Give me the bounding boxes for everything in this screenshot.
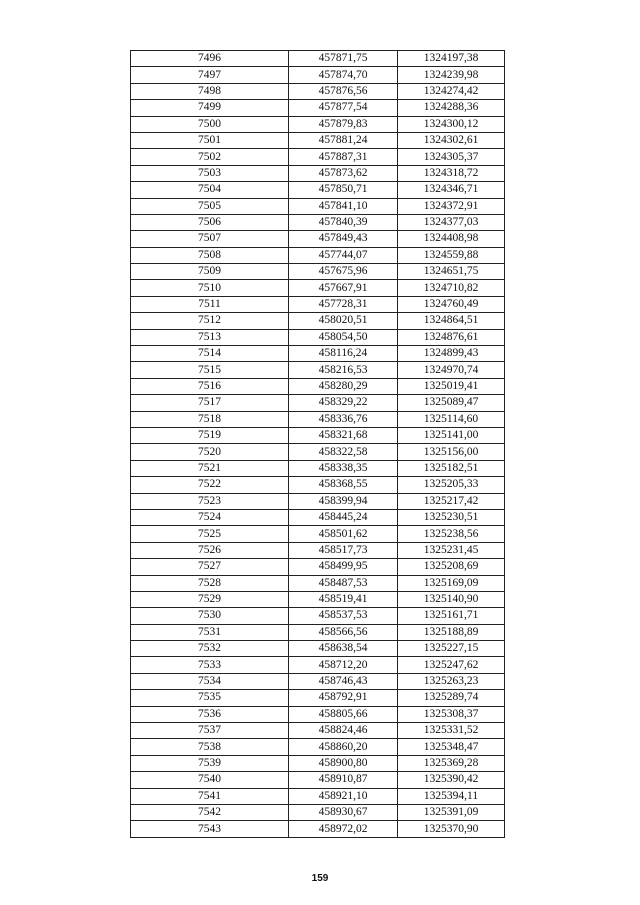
x-coordinate-cell: 457840,39	[289, 214, 398, 230]
x-coordinate-cell: 458519,41	[289, 591, 398, 607]
coordinates-table	[130, 50, 505, 838]
x-coordinate-cell: 457881,24	[289, 132, 398, 148]
point-number-cell: 7514	[131, 346, 289, 362]
x-coordinate-cell: 458487,53	[289, 575, 398, 591]
x-coordinate-cell: 458322,58	[289, 444, 398, 460]
y-coordinate-cell: 1325114,60	[398, 411, 505, 427]
y-coordinate-cell: 1325188,89	[398, 624, 505, 640]
x-coordinate-cell: 458972,02	[289, 821, 398, 837]
point-number-cell: 7542	[131, 804, 289, 820]
point-number-cell: 7509	[131, 264, 289, 280]
x-coordinate-cell: 458824,46	[289, 723, 398, 739]
table-row	[131, 772, 505, 788]
y-coordinate-cell: 1324760,49	[398, 296, 505, 312]
point-number-cell: 7522	[131, 477, 289, 493]
y-coordinate-cell: 1325230,51	[398, 509, 505, 525]
x-coordinate-cell: 458517,73	[289, 542, 398, 558]
table-row	[131, 395, 505, 411]
table-row	[131, 116, 505, 132]
point-number-cell: 7539	[131, 755, 289, 771]
point-number-cell: 7506	[131, 214, 289, 230]
x-coordinate-cell: 458860,20	[289, 739, 398, 755]
x-coordinate-cell: 458900,80	[289, 755, 398, 771]
point-number-cell: 7515	[131, 362, 289, 378]
x-coordinate-cell: 457675,96	[289, 264, 398, 280]
y-coordinate-cell: 1325141,00	[398, 427, 505, 443]
x-coordinate-cell: 457876,56	[289, 83, 398, 99]
point-number-cell: 7543	[131, 821, 289, 837]
y-coordinate-cell: 1324197,38	[398, 51, 505, 67]
point-number-cell: 7527	[131, 559, 289, 575]
point-number-cell: 7508	[131, 247, 289, 263]
table-row	[131, 149, 505, 165]
y-coordinate-cell: 1324970,74	[398, 362, 505, 378]
point-number-cell: 7513	[131, 329, 289, 345]
point-number-cell: 7538	[131, 739, 289, 755]
point-number-cell: 7536	[131, 706, 289, 722]
y-coordinate-cell: 1325205,33	[398, 477, 505, 493]
table-row	[131, 67, 505, 83]
y-coordinate-cell: 1325331,52	[398, 723, 505, 739]
table-row	[131, 804, 505, 820]
point-number-cell: 7517	[131, 395, 289, 411]
x-coordinate-cell: 457871,75	[289, 51, 398, 67]
x-coordinate-cell: 458805,66	[289, 706, 398, 722]
table-row	[131, 280, 505, 296]
y-coordinate-cell: 1324408,98	[398, 231, 505, 247]
table-row	[131, 755, 505, 771]
y-coordinate-cell: 1324305,37	[398, 149, 505, 165]
table-row	[131, 673, 505, 689]
x-coordinate-cell: 457849,43	[289, 231, 398, 247]
y-coordinate-cell: 1324372,91	[398, 198, 505, 214]
x-coordinate-cell: 457728,31	[289, 296, 398, 312]
x-coordinate-cell: 458338,35	[289, 460, 398, 476]
y-coordinate-cell: 1324377,03	[398, 214, 505, 230]
table-row	[131, 182, 505, 198]
table-row	[131, 378, 505, 394]
y-coordinate-cell: 1325370,90	[398, 821, 505, 837]
point-number-cell: 7524	[131, 509, 289, 525]
y-coordinate-cell: 1324559,88	[398, 247, 505, 263]
point-number-cell: 7528	[131, 575, 289, 591]
point-number-cell: 7502	[131, 149, 289, 165]
y-coordinate-cell: 1324288,36	[398, 100, 505, 116]
point-number-cell: 7526	[131, 542, 289, 558]
table-row	[131, 444, 505, 460]
y-coordinate-cell: 1324274,42	[398, 83, 505, 99]
table-row	[131, 362, 505, 378]
table-row	[131, 575, 505, 591]
point-number-cell: 7519	[131, 427, 289, 443]
point-number-cell: 7505	[131, 198, 289, 214]
point-number-cell: 7518	[131, 411, 289, 427]
y-coordinate-cell: 1325247,62	[398, 657, 505, 673]
table-row	[131, 509, 505, 525]
point-number-cell: 7533	[131, 657, 289, 673]
point-number-cell: 7503	[131, 165, 289, 181]
y-coordinate-cell: 1325390,42	[398, 772, 505, 788]
x-coordinate-cell: 457874,70	[289, 67, 398, 83]
point-number-cell: 7531	[131, 624, 289, 640]
table-row	[131, 132, 505, 148]
y-coordinate-cell: 1324864,51	[398, 313, 505, 329]
x-coordinate-cell: 458020,51	[289, 313, 398, 329]
x-coordinate-cell: 458116,24	[289, 346, 398, 362]
y-coordinate-cell: 1324300,12	[398, 116, 505, 132]
table-row	[131, 296, 505, 312]
table-row	[131, 313, 505, 329]
y-coordinate-cell: 1325140,90	[398, 591, 505, 607]
point-number-cell: 7530	[131, 608, 289, 624]
x-coordinate-cell: 458368,55	[289, 477, 398, 493]
table-row	[131, 411, 505, 427]
x-coordinate-cell: 458930,67	[289, 804, 398, 820]
x-coordinate-cell: 457879,83	[289, 116, 398, 132]
x-coordinate-cell: 458445,24	[289, 509, 398, 525]
point-number-cell: 7504	[131, 182, 289, 198]
table-row	[131, 247, 505, 263]
point-number-cell: 7534	[131, 673, 289, 689]
x-coordinate-cell: 457850,71	[289, 182, 398, 198]
x-coordinate-cell: 458910,87	[289, 772, 398, 788]
x-coordinate-cell: 458054,50	[289, 329, 398, 345]
x-coordinate-cell: 458329,22	[289, 395, 398, 411]
table-row	[131, 264, 505, 280]
table-row	[131, 657, 505, 673]
y-coordinate-cell: 1325019,41	[398, 378, 505, 394]
x-coordinate-cell: 458537,53	[289, 608, 398, 624]
table-row	[131, 542, 505, 558]
x-coordinate-cell: 458712,20	[289, 657, 398, 673]
table-row	[131, 706, 505, 722]
table-row	[131, 788, 505, 804]
y-coordinate-cell: 1325156,00	[398, 444, 505, 460]
x-coordinate-cell: 458321,68	[289, 427, 398, 443]
y-coordinate-cell: 1325394,11	[398, 788, 505, 804]
table-row	[131, 624, 505, 640]
y-coordinate-cell: 1324239,98	[398, 67, 505, 83]
point-number-cell: 7512	[131, 313, 289, 329]
x-coordinate-cell: 457667,91	[289, 280, 398, 296]
point-number-cell: 7511	[131, 296, 289, 312]
x-coordinate-cell: 458280,29	[289, 378, 398, 394]
point-number-cell: 7500	[131, 116, 289, 132]
x-coordinate-cell: 458921,10	[289, 788, 398, 804]
x-coordinate-cell: 458638,54	[289, 641, 398, 657]
x-coordinate-cell: 458566,56	[289, 624, 398, 640]
point-number-cell: 7501	[131, 132, 289, 148]
table-row	[131, 477, 505, 493]
x-coordinate-cell: 457744,07	[289, 247, 398, 263]
y-coordinate-cell: 1324710,82	[398, 280, 505, 296]
x-coordinate-cell: 457841,10	[289, 198, 398, 214]
point-number-cell: 7521	[131, 460, 289, 476]
table-row	[131, 51, 505, 67]
table-row	[131, 723, 505, 739]
table-row	[131, 83, 505, 99]
x-coordinate-cell: 457877,54	[289, 100, 398, 116]
x-coordinate-cell: 458499,95	[289, 559, 398, 575]
table-row	[131, 460, 505, 476]
x-coordinate-cell: 458792,91	[289, 690, 398, 706]
y-coordinate-cell: 1325208,69	[398, 559, 505, 575]
table-row	[131, 493, 505, 509]
y-coordinate-cell: 1325369,28	[398, 755, 505, 771]
table-row	[131, 231, 505, 247]
table-row	[131, 214, 505, 230]
table-row	[131, 526, 505, 542]
y-coordinate-cell: 1325227,15	[398, 641, 505, 657]
point-number-cell: 7525	[131, 526, 289, 542]
point-number-cell: 7541	[131, 788, 289, 804]
table-row	[131, 591, 505, 607]
point-number-cell: 7535	[131, 690, 289, 706]
y-coordinate-cell: 1325263,23	[398, 673, 505, 689]
x-coordinate-cell: 458501,62	[289, 526, 398, 542]
table-row	[131, 641, 505, 657]
x-coordinate-cell: 457887,31	[289, 149, 398, 165]
y-coordinate-cell: 1324651,75	[398, 264, 505, 280]
table-row	[131, 821, 505, 837]
y-coordinate-cell: 1325289,74	[398, 690, 505, 706]
table-row	[131, 198, 505, 214]
table-row	[131, 165, 505, 181]
y-coordinate-cell: 1325217,42	[398, 493, 505, 509]
table-row	[131, 329, 505, 345]
page-number: 159	[311, 873, 329, 884]
table-row	[131, 739, 505, 755]
table-row	[131, 690, 505, 706]
y-coordinate-cell: 1324318,72	[398, 165, 505, 181]
y-coordinate-cell: 1325182,51	[398, 460, 505, 476]
y-coordinate-cell: 1325161,71	[398, 608, 505, 624]
y-coordinate-cell: 1325348,47	[398, 739, 505, 755]
point-number-cell: 7499	[131, 100, 289, 116]
point-number-cell: 7520	[131, 444, 289, 460]
point-number-cell: 7510	[131, 280, 289, 296]
point-number-cell: 7529	[131, 591, 289, 607]
point-number-cell: 7540	[131, 772, 289, 788]
table-row	[131, 559, 505, 575]
point-number-cell: 7497	[131, 67, 289, 83]
x-coordinate-cell: 458216,53	[289, 362, 398, 378]
x-coordinate-cell: 458746,43	[289, 673, 398, 689]
y-coordinate-cell: 1325391,09	[398, 804, 505, 820]
x-coordinate-cell: 458336,76	[289, 411, 398, 427]
y-coordinate-cell: 1324302,61	[398, 132, 505, 148]
point-number-cell: 7498	[131, 83, 289, 99]
point-number-cell: 7507	[131, 231, 289, 247]
y-coordinate-cell: 1324346,71	[398, 182, 505, 198]
y-coordinate-cell: 1325089,47	[398, 395, 505, 411]
y-coordinate-cell: 1325231,45	[398, 542, 505, 558]
point-number-cell: 7523	[131, 493, 289, 509]
point-number-cell: 7516	[131, 378, 289, 394]
point-number-cell: 7537	[131, 723, 289, 739]
y-coordinate-cell: 1325308,37	[398, 706, 505, 722]
table-row	[131, 427, 505, 443]
table-row	[131, 346, 505, 362]
table-row	[131, 100, 505, 116]
x-coordinate-cell: 458399,94	[289, 493, 398, 509]
coordinates-table-body	[131, 51, 505, 838]
y-coordinate-cell: 1325238,56	[398, 526, 505, 542]
table-row	[131, 608, 505, 624]
y-coordinate-cell: 1324899,43	[398, 346, 505, 362]
point-number-cell: 7532	[131, 641, 289, 657]
point-number-cell: 7496	[131, 51, 289, 67]
y-coordinate-cell: 1325169,09	[398, 575, 505, 591]
x-coordinate-cell: 457873,62	[289, 165, 398, 181]
y-coordinate-cell: 1324876,61	[398, 329, 505, 345]
